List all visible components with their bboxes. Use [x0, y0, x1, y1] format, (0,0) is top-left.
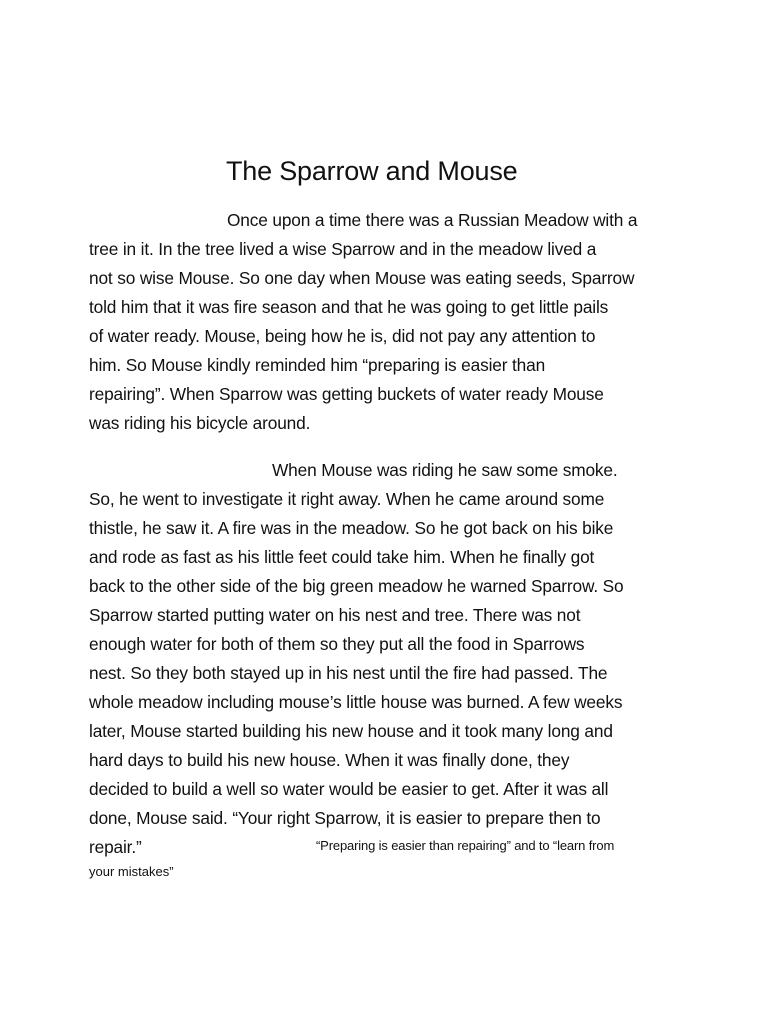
paragraph-line: Once upon a time there was a Russian Meadow with a: [227, 210, 638, 230]
paragraph-line: of water ready. Mouse, being how he is, did not pay any attention to: [89, 326, 596, 346]
paragraph-line: him. So Mouse kindly reminded him “preparing is easier than: [89, 355, 546, 375]
paragraph-line: whole meadow including mouse’s little house was burned. A few weeks: [89, 692, 623, 712]
moral-text: “Preparing is easier than repairing” and to “learn from: [316, 838, 615, 853]
paragraph-line: done, Mouse said. “Your right Sparrow, it is easier to prepare then to: [89, 808, 601, 828]
closing-quote: repair.”: [89, 837, 142, 857]
paragraph-line: and rode as fast as his little feet could take him. When he finally got: [89, 547, 595, 567]
paragraph-2: [89, 456, 689, 862]
paragraph-line: back to the other side of the big green meadow he warned Sparrow. So: [89, 576, 624, 596]
paragraph-line: thistle, he saw it. A fire was in the meadow. So he got back on his bike: [89, 518, 614, 538]
paragraph-line: enough water for both of them so they put all the food in Sparrows: [89, 634, 585, 654]
paragraph-line: So, he went to investigate it right away. When he came around some: [89, 489, 605, 509]
paragraph-line: tree in it. In the tree lived a wise Sparrow and in the meadow lived a: [89, 239, 597, 259]
paragraph-line: not so wise Mouse. So one day when Mouse was eating seeds, Sparrow: [89, 268, 635, 288]
paragraph-line: When Mouse was riding he saw some smoke.: [272, 460, 618, 480]
paragraph-line: nest. So they both stayed up in his nest until the fire had passed. The: [89, 663, 608, 683]
paragraph-line: later, Mouse started building his new house and it took many long and: [89, 721, 613, 741]
closing-line: [89, 833, 689, 862]
paragraph-1: [89, 206, 689, 438]
paragraph-line: repairing”. When Sparrow was getting buckets of water ready Mouse: [89, 384, 604, 404]
paragraph-line: told him that it was fire season and that he was going to get little pails: [89, 297, 609, 317]
page-title: The Sparrow and Mouse: [226, 156, 518, 186]
paragraph-line: decided to build a well so water would be easier to get. After it was all: [89, 779, 609, 799]
paragraph-line: hard days to build his new house. When it was finally done, they: [89, 750, 570, 770]
moral-text-continued: your mistakes”: [89, 864, 174, 879]
paragraph-line: was riding his bicycle around.: [89, 413, 311, 433]
paragraph-line: Sparrow started putting water on his nest and tree. There was not: [89, 605, 581, 625]
